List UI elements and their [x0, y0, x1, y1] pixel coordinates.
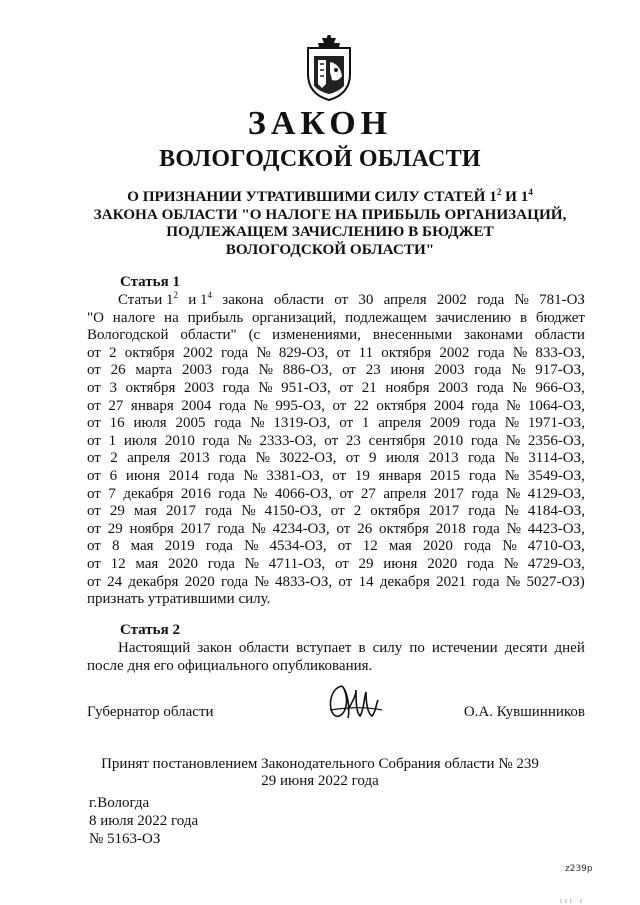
word: 2015 [430, 467, 461, 484]
word: № [514, 292, 529, 308]
word: 2017 [433, 485, 464, 502]
word: года [472, 573, 500, 590]
word: 2020 [168, 555, 199, 572]
word: года [217, 520, 245, 537]
word: ноября [385, 379, 430, 396]
word: 2005 [175, 415, 206, 432]
word: 2010 [164, 432, 195, 449]
word: года [471, 397, 499, 414]
word: 4534-ОЗ, [269, 538, 327, 555]
article-ref-1-2: Статьи $1^2$ [118, 290, 178, 308]
word: 29 [107, 520, 123, 537]
word: 833-ОЗ, [535, 344, 585, 361]
word: июля [133, 415, 167, 432]
word: 2019 [164, 538, 195, 555]
article-1-line [87, 380, 585, 398]
article-1-last-line: признать утратившими силу. [87, 591, 271, 608]
article-1-line [87, 503, 585, 521]
word: октября [125, 379, 176, 396]
article-2-first-line [87, 640, 585, 658]
word: 2004 [433, 397, 464, 414]
word: 19 [354, 467, 370, 484]
word: 6 [109, 467, 118, 484]
word: от [87, 503, 101, 520]
word: 4150-ОЗ, [264, 503, 322, 520]
word: от [87, 415, 101, 432]
word: 3381-ОЗ, [266, 467, 324, 484]
word: № [258, 362, 273, 379]
word: 2016 [180, 485, 211, 502]
word: от [332, 397, 347, 414]
word: 1 [108, 432, 117, 449]
word: 9 [369, 450, 377, 467]
word: 886-ОЗ, [282, 362, 333, 379]
article-1-line [87, 538, 585, 556]
word: 3022-ОЗ, [279, 450, 337, 467]
word: вступает [296, 640, 352, 656]
word: 2020 [184, 573, 215, 590]
word: от [330, 503, 345, 520]
word: по [409, 640, 425, 656]
word: от [87, 397, 101, 414]
article-ref-1-4: и $1^4$ [188, 290, 213, 308]
word: года [221, 344, 249, 361]
word: октября [379, 520, 429, 537]
word: 2017 [429, 503, 460, 520]
word: 2003 [438, 379, 469, 396]
word: № [258, 379, 273, 396]
article-1-first-line [87, 292, 585, 310]
signing-date: 8 июля 2022 года [89, 813, 199, 829]
article-1-line [87, 433, 585, 451]
word: от [87, 573, 101, 590]
word: 12 [110, 555, 126, 572]
word: года [471, 485, 499, 502]
article-1-line [87, 574, 585, 592]
word: июля [123, 432, 158, 449]
word: 2 [109, 344, 117, 361]
word: 966-ОЗ, [535, 379, 585, 396]
word: № [244, 538, 259, 555]
word: № [503, 555, 519, 572]
word: 2014 [168, 467, 199, 484]
article-1-line [87, 398, 585, 416]
word: области" [180, 327, 237, 344]
word: № [504, 503, 519, 520]
word: № [251, 520, 266, 537]
word: 2002 [436, 292, 467, 308]
word: января [378, 467, 422, 484]
word: от [87, 467, 101, 484]
word: 2017 [166, 503, 196, 520]
word: от [339, 485, 354, 502]
word: дней [554, 640, 585, 656]
word: от [339, 379, 354, 396]
word: № [253, 485, 268, 502]
word: зачислению [435, 309, 512, 326]
word: 1971-ОЗ, [527, 415, 585, 432]
word: 22 [353, 397, 369, 414]
word: года [476, 379, 504, 396]
word: на [164, 309, 179, 326]
region-title: ВОЛОГОДСКОЙ ОБЛАСТИ [159, 146, 481, 172]
word: 2003 [181, 362, 212, 379]
adoption-line-2: 29 июня 2022 года [261, 773, 379, 789]
word: налоге [112, 309, 156, 326]
word: апреля [383, 485, 427, 502]
word: декабря [123, 485, 174, 502]
word: мая [388, 538, 412, 555]
word: в [358, 640, 366, 656]
word: 2020 [422, 538, 453, 555]
word: 781-ОЗ [539, 292, 585, 308]
word: года [472, 520, 500, 537]
word: 2009 [430, 415, 461, 432]
word: 27 [360, 485, 376, 502]
article-1-line [87, 345, 585, 363]
word: от [332, 467, 347, 484]
word: 2020 [427, 555, 458, 572]
document-code: z239р [565, 864, 593, 874]
word: 4234-ОЗ, [272, 520, 330, 537]
document-type-title: ЗАКОН [247, 105, 393, 142]
word: десяти [504, 640, 548, 656]
word: года [205, 503, 233, 520]
word: 21 [361, 379, 377, 396]
adoption-line-1: Принят постановлением Законодательного Собрания области № 239 [101, 756, 539, 772]
word: № [254, 573, 269, 590]
word: года [464, 538, 492, 555]
word: года [202, 432, 230, 449]
word: № [506, 397, 521, 414]
word: от [342, 362, 356, 379]
word: от [336, 344, 351, 361]
word: № [243, 467, 258, 484]
word: 2002 [182, 344, 213, 361]
article-1-body [87, 292, 585, 609]
word: закон [197, 640, 232, 656]
word: истечении [431, 640, 498, 656]
word: области [534, 327, 585, 344]
article-1-heading: Статья 1 [120, 274, 180, 290]
word: 26 [357, 520, 373, 537]
word: декабря [379, 573, 430, 590]
word: от [87, 485, 101, 502]
word: 951-ОЗ, [281, 379, 331, 396]
word: области [273, 292, 324, 308]
article-1-line [87, 556, 585, 574]
coat-of-arms-emblem [300, 34, 358, 102]
word: Вологодской [87, 327, 169, 344]
word: от [336, 520, 351, 537]
word: года [468, 450, 496, 467]
article-1-line [87, 450, 585, 468]
word: 27 [108, 397, 124, 414]
word: 1319-ОЗ, [273, 415, 331, 432]
word: 2013 [179, 450, 210, 467]
signatory-name: О.А. Кувшинников [463, 704, 585, 720]
adoption-note [0, 756, 640, 790]
word: 2017 [180, 520, 211, 537]
word: прибыль [187, 309, 244, 326]
word: июля [385, 450, 420, 467]
word: 5027-ОЗ) [526, 573, 585, 590]
word: года [222, 379, 250, 396]
article-1-line [87, 468, 585, 486]
word: 14 [358, 573, 374, 590]
article-1-line [87, 486, 585, 504]
word: № [504, 450, 519, 467]
word: № [511, 362, 526, 379]
word: от [334, 555, 349, 572]
word: 12 [362, 538, 378, 555]
word: года [218, 485, 246, 502]
word: 2013 [428, 450, 459, 467]
word: года [468, 467, 497, 484]
word: октября [376, 397, 427, 414]
subtitle-line: ЗАКОНА ОБЛАСТИ "О НАЛОГЕ НА ПРИБЫЛЬ ОРГАНИЗАЦИЙ, [93, 205, 567, 223]
word: законами [464, 327, 523, 344]
word: от [345, 450, 360, 467]
word: от [334, 292, 349, 308]
word: 2010 [433, 432, 464, 449]
word: 829-ОЗ, [278, 344, 329, 361]
handwritten-signature [326, 680, 384, 722]
word: "О [87, 309, 104, 326]
word: № [250, 415, 265, 432]
word: года [466, 555, 495, 572]
word: 4066-ОЗ, [274, 485, 332, 502]
article-1-line [87, 310, 585, 328]
word: 3549-ОЗ, [527, 467, 585, 484]
word: подлежащем [345, 309, 427, 326]
word: 995-ОЗ, [275, 397, 325, 414]
word: июня [390, 362, 425, 379]
word: от [338, 573, 353, 590]
word: 2333-ОЗ, [259, 432, 317, 449]
word: 29 [358, 555, 374, 572]
subtitle-line: ПОДЛЕЖАЩЕМ ЗАЧИСЛЕНИЮ В БЮДЖЕТ [166, 223, 494, 240]
word: года [474, 362, 502, 379]
word: № [244, 555, 259, 572]
word: 24 [107, 573, 123, 590]
article-2-last-line: после дня его официального опубликования. [87, 657, 373, 674]
word: января [130, 397, 174, 414]
word: года [468, 503, 496, 520]
word: мая [133, 503, 157, 520]
word: года [214, 415, 242, 432]
word: № [253, 397, 268, 414]
word: № [237, 432, 252, 449]
word: изменениями, [272, 327, 361, 344]
word: 2356-ОЗ, [527, 432, 585, 449]
word: года [470, 432, 499, 449]
word: (с [248, 327, 261, 344]
word: мая [130, 538, 154, 555]
word: в [519, 309, 528, 326]
word: года [205, 538, 233, 555]
word: от [337, 538, 352, 555]
word: 2 [353, 503, 362, 520]
word: от [87, 344, 101, 361]
word: 16 [109, 415, 125, 432]
word: организаций, [251, 309, 337, 326]
word: 23 [365, 362, 381, 379]
word: 2 [110, 450, 118, 467]
word: Настоящий [118, 640, 191, 656]
subtitle-line: ВОЛОГОДСКОЙ ОБЛАСТИ" [225, 240, 435, 258]
word: 2004 [181, 397, 212, 414]
word: 2018 [435, 520, 466, 537]
place-date-number [89, 794, 198, 848]
article-1-line [87, 327, 585, 345]
law-subtitle [60, 188, 600, 258]
word: бюджет [535, 309, 585, 326]
word: закона [222, 292, 264, 308]
word: июня [125, 467, 160, 484]
word: года [218, 397, 246, 414]
word: года [219, 450, 247, 467]
word: 2021 [436, 573, 467, 590]
word: октября [370, 503, 421, 520]
word: марта [135, 362, 173, 379]
word: № [504, 415, 520, 432]
scan-marks: ııı ı [560, 897, 586, 905]
word: года [207, 555, 235, 572]
word: 30 [358, 292, 374, 308]
signatory-position: Губернатор области [87, 704, 214, 720]
word: от [87, 379, 101, 396]
word: года [468, 415, 496, 432]
word: № [504, 467, 520, 484]
word: сентября [368, 432, 426, 449]
word: 26 [110, 362, 126, 379]
word: № [505, 432, 521, 449]
word: № [241, 503, 256, 520]
word: № [505, 485, 521, 502]
word: 8 [111, 538, 120, 555]
word: 4710-ОЗ, [527, 538, 585, 555]
word: от [339, 415, 354, 432]
word: года [207, 467, 235, 484]
word: от [87, 432, 101, 449]
word: от [87, 450, 101, 467]
word: июня [383, 555, 418, 572]
word: № [512, 344, 528, 361]
word: от [87, 555, 101, 572]
word: № [505, 573, 521, 590]
word: 917-ОЗ, [535, 362, 585, 379]
word: от [87, 362, 101, 379]
word: 11 [358, 344, 374, 361]
word: от [324, 432, 339, 449]
word: 2002 [439, 344, 470, 361]
word: апреля [127, 450, 171, 467]
word: года [477, 344, 505, 361]
word: 4833-ОЗ, [275, 573, 333, 590]
word: № [512, 379, 527, 396]
word: 1064-ОЗ, [527, 397, 585, 414]
subtitle-line: О ПРИЗНАНИИ УТРАТИВШИМИ СИЛУ СТАТЕЙ $1^2$ И $1^4$ [127, 186, 533, 205]
word: года [221, 573, 249, 590]
word: года [477, 292, 505, 308]
word: 3114-ОЗ, [528, 450, 585, 467]
word: № [255, 450, 270, 467]
article-2-body [87, 640, 585, 675]
word: 7 [108, 485, 116, 502]
word: от [87, 538, 101, 555]
word: октября [124, 344, 175, 361]
word: года [221, 362, 249, 379]
word: 1 [361, 415, 370, 432]
law-number: № 5163-ОЗ [89, 831, 161, 847]
word: декабря [128, 573, 179, 590]
word: апреля [378, 415, 422, 432]
word: № [502, 538, 517, 555]
word: силу [372, 640, 403, 656]
word: 23 [345, 432, 361, 449]
word: апреля [383, 292, 427, 308]
word: № [256, 344, 271, 361]
word: области [238, 640, 290, 656]
word: 2003 [183, 379, 214, 396]
word: внесенными [372, 327, 453, 344]
city: г.Вологда [89, 795, 150, 811]
word: 4184-ОЗ, [527, 503, 585, 520]
word: ноября [129, 520, 174, 537]
word: октября [381, 344, 432, 361]
article-1-line [87, 521, 585, 539]
word: 2003 [434, 362, 465, 379]
word: 4711-ОЗ, [268, 555, 326, 572]
article-1-line [87, 362, 585, 380]
word: 29 [109, 503, 125, 520]
word: 4423-ОЗ, [527, 520, 585, 537]
article-2-heading: Статья 2 [120, 622, 180, 638]
word: от [87, 520, 101, 537]
word: мая [135, 555, 159, 572]
word: № [506, 520, 521, 537]
word: 4129-ОЗ, [527, 485, 585, 502]
word: 4729-ОЗ, [527, 555, 585, 572]
article-1-line [87, 415, 585, 433]
word: 3 [109, 379, 117, 396]
